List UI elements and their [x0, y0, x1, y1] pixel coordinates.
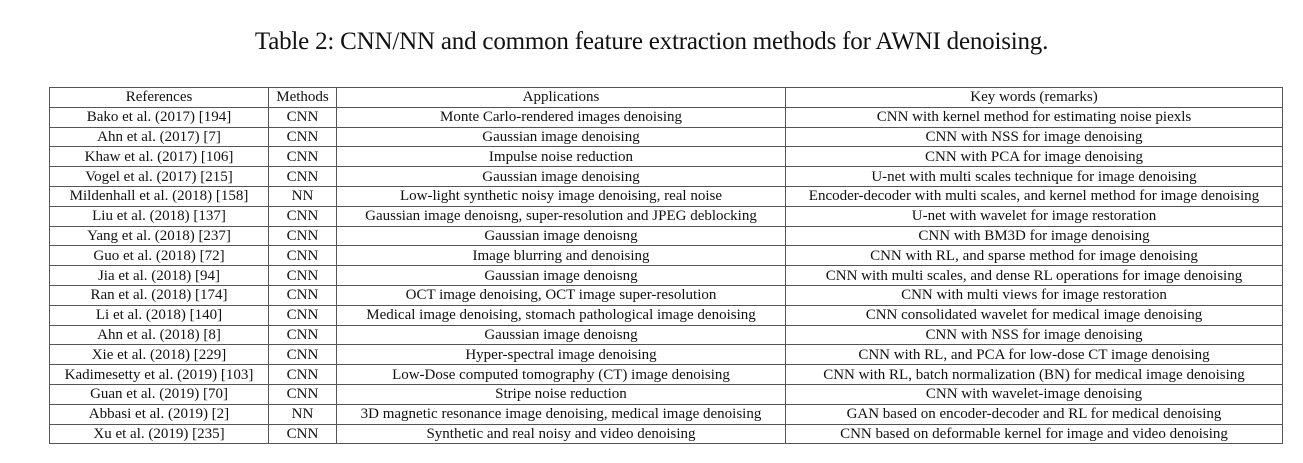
reference-cell: Bako et al. (2017) [194] — [50, 107, 269, 127]
reference-cell: Ahn et al. (2017) [7] — [50, 127, 269, 147]
keywords-cell: CNN with RL, batch normalization (BN) for medical image denoising — [786, 365, 1283, 385]
keywords-cell: CNN with PCA for image denoising — [786, 147, 1283, 167]
keywords-cell: CNN with multi scales, and dense RL operations for image denoising — [786, 266, 1283, 286]
application-cell: Gaussian image denoisng — [337, 325, 786, 345]
reference-cell: Kadimesetty et al. (2019) [103] — [50, 365, 269, 385]
reference-cell: Abbasi et al. (2019) [2] — [50, 404, 269, 424]
method-cell: CNN — [269, 325, 337, 345]
methods-table — [49, 87, 1283, 444]
method-cell: NN — [269, 404, 337, 424]
reference-cell: Ahn et al. (2018) [8] — [50, 325, 269, 345]
table-row — [50, 404, 1283, 424]
application-cell: Medical image denoising, stomach pathological image denoising — [337, 305, 786, 325]
table-row — [50, 246, 1283, 266]
application-cell: Gaussian image denoising — [337, 167, 786, 187]
table-row — [50, 226, 1283, 246]
method-cell: CNN — [269, 127, 337, 147]
method-cell: CNN — [269, 305, 337, 325]
header-applications: Applications — [337, 88, 786, 108]
application-cell: Synthetic and real noisy and video denoising — [337, 424, 786, 444]
application-cell: Gaussian image denoisng — [337, 266, 786, 286]
method-cell: CNN — [269, 206, 337, 226]
method-cell: CNN — [269, 147, 337, 167]
method-cell: CNN — [269, 365, 337, 385]
method-cell: CNN — [269, 384, 337, 404]
reference-cell: Xie et al. (2018) [229] — [50, 345, 269, 365]
table-row — [50, 147, 1283, 167]
table-row — [50, 127, 1283, 147]
keywords-cell: CNN with kernel method for estimating noise piexls — [786, 107, 1283, 127]
method-cell: CNN — [269, 345, 337, 365]
reference-cell: Ran et al. (2018) [174] — [50, 285, 269, 305]
reference-cell: Jia et al. (2018) [94] — [50, 266, 269, 286]
application-cell: Gaussian image denoising — [337, 127, 786, 147]
application-cell: 3D magnetic resonance image denoising, medical image denoising — [337, 404, 786, 424]
table-row — [50, 325, 1283, 345]
table-row — [50, 107, 1283, 127]
keywords-cell: CNN with BM3D for image denoising — [786, 226, 1283, 246]
table-row — [50, 285, 1283, 305]
reference-cell: Liu et al. (2018) [137] — [50, 206, 269, 226]
keywords-cell: U-net with wavelet for image restoration — [786, 206, 1283, 226]
table-row — [50, 305, 1283, 325]
method-cell: CNN — [269, 266, 337, 286]
application-cell: Stripe noise reduction — [337, 384, 786, 404]
table-caption: Table 2: CNN/NN and common feature extraction methods for AWNI denoising. — [254, 28, 1049, 55]
method-cell: CNN — [269, 226, 337, 246]
table-row — [50, 365, 1283, 385]
header-references: References — [50, 88, 269, 108]
reference-cell: Li et al. (2018) [140] — [50, 305, 269, 325]
keywords-cell: CNN with NSS for image denoising — [786, 325, 1283, 345]
table-row — [50, 384, 1283, 404]
method-cell: CNN — [269, 167, 337, 187]
application-cell: Hyper-spectral image denoising — [337, 345, 786, 365]
reference-cell: Khaw et al. (2017) [106] — [50, 147, 269, 167]
keywords-cell: CNN with NSS for image denoising — [786, 127, 1283, 147]
reference-cell: Yang et al. (2018) [237] — [50, 226, 269, 246]
application-cell: Impulse noise reduction — [337, 147, 786, 167]
application-cell: OCT image denoising, OCT image super-resolution — [337, 285, 786, 305]
method-cell: CNN — [269, 424, 337, 444]
table-row — [50, 345, 1283, 365]
method-cell: NN — [269, 186, 337, 206]
table-row — [50, 266, 1283, 286]
method-cell: CNN — [269, 107, 337, 127]
reference-cell: Xu et al. (2019) [235] — [50, 424, 269, 444]
method-cell: CNN — [269, 285, 337, 305]
keywords-cell: U-net with multi scales technique for image denoising — [786, 167, 1283, 187]
application-cell: Gaussian image denoisng, super-resolution and JPEG deblocking — [337, 206, 786, 226]
table-row — [50, 206, 1283, 226]
keywords-cell: CNN with RL, and sparse method for image denoising — [786, 246, 1283, 266]
table-row — [50, 186, 1283, 206]
application-cell: Low-light synthetic noisy image denoising, real noise — [337, 186, 786, 206]
reference-cell: Guo et al. (2018) [72] — [50, 246, 269, 266]
method-cell: CNN — [269, 246, 337, 266]
application-cell: Gaussian image denoisng — [337, 226, 786, 246]
application-cell: Image blurring and denoising — [337, 246, 786, 266]
keywords-cell: CNN with multi views for image restoration — [786, 285, 1283, 305]
application-cell: Low-Dose computed tomography (CT) image denoising — [337, 365, 786, 385]
keywords-cell: CNN with wavelet-image denoising — [786, 384, 1283, 404]
table-header-row — [50, 88, 1283, 108]
keywords-cell: Encoder-decoder with multi scales, and kernel method for image denoising — [786, 186, 1283, 206]
header-keywords: Key words (remarks) — [786, 88, 1283, 108]
keywords-cell: GAN based on encoder-decoder and RL for medical denoising — [786, 404, 1283, 424]
keywords-cell: CNN with RL, and PCA for low-dose CT image denoising — [786, 345, 1283, 365]
keywords-cell: CNN consolidated wavelet for medical image denoising — [786, 305, 1283, 325]
reference-cell: Mildenhall et al. (2018) [158] — [50, 186, 269, 206]
application-cell: Monte Carlo-rendered images denoising — [337, 107, 786, 127]
header-methods: Methods — [269, 88, 337, 108]
table-row — [50, 167, 1283, 187]
keywords-cell: CNN based on deformable kernel for image and video denoising — [786, 424, 1283, 444]
reference-cell: Vogel et al. (2017) [215] — [50, 167, 269, 187]
reference-cell: Guan et al. (2019) [70] — [50, 384, 269, 404]
table-row — [50, 424, 1283, 444]
